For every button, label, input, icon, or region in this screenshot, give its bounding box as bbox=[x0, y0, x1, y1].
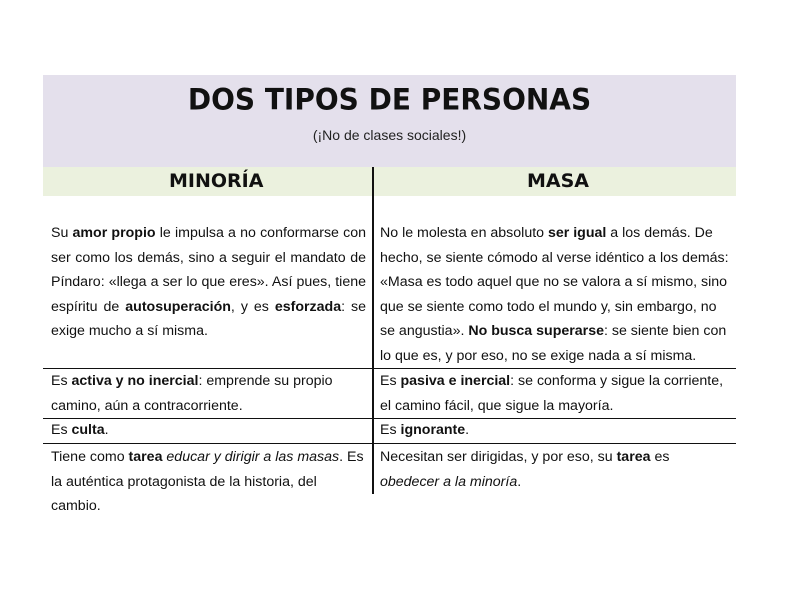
bold-text: tarea bbox=[128, 449, 163, 465]
text-run: Es bbox=[380, 422, 401, 438]
bold-text: pasiva e inercial bbox=[400, 373, 511, 389]
column-header-minoria: MINORÍA bbox=[169, 170, 264, 192]
bold-text: culta bbox=[71, 422, 105, 438]
bold-text: ignorante bbox=[400, 422, 466, 438]
text-run: : emprende su propio camino, aún a contracorriente. bbox=[51, 373, 333, 414]
text-run: No le molesta en absoluto bbox=[380, 225, 548, 241]
title-banner bbox=[43, 75, 736, 167]
text-run: : se siente bien con lo que es, y por eso, no se exige nada a sí misma. bbox=[380, 323, 727, 364]
bold-text: No busca superarse bbox=[468, 323, 604, 339]
bold-text: activa y no inercial bbox=[71, 373, 199, 389]
text-run: . bbox=[104, 422, 109, 438]
text-run: es bbox=[650, 449, 670, 465]
text-run: : se conforma y sigue la corriente, el camino fácil, que sigue la mayoría. bbox=[380, 373, 724, 414]
row-3-minoria-cell bbox=[51, 418, 366, 443]
row-3-masa-cell bbox=[380, 418, 732, 443]
text-run: a los demás. De hecho, se siente cómodo al verse idéntico a los demás: «Masa es todo aquel que no se valora a sí mismo, sino que se siente como todo el mundo y, sin embargo, no se angustia». bbox=[380, 225, 729, 339]
text-run: . Es la auténtica protagonista de la historia, del cambio. bbox=[51, 449, 364, 514]
column-header-masa: MASA bbox=[527, 170, 590, 192]
column-header-row bbox=[43, 167, 736, 196]
text-run: Es bbox=[51, 373, 72, 389]
bold-text: amor propio bbox=[72, 225, 156, 241]
row-4-masa-cell bbox=[380, 445, 732, 494]
text-run: . bbox=[517, 473, 522, 490]
text-run: Su bbox=[51, 225, 73, 241]
text-run: Necesitan ser dirigidas, y por eso, su bbox=[380, 449, 617, 465]
bold-text: esforzada bbox=[274, 298, 342, 315]
bold-text: ser igual bbox=[548, 225, 607, 241]
row-4-minoria-cell bbox=[51, 445, 366, 519]
bold-text: tarea bbox=[616, 449, 651, 465]
column-divider bbox=[372, 167, 374, 494]
italic-text: obedecer a la minoría bbox=[380, 473, 518, 490]
row-divider bbox=[43, 443, 736, 444]
row-1-minoria-cell bbox=[51, 221, 366, 344]
row-2-masa-cell bbox=[380, 369, 732, 418]
text-run: , y es bbox=[230, 298, 275, 315]
bold-text: autosuperación bbox=[125, 298, 231, 315]
text-run: Es bbox=[51, 422, 72, 438]
page-subtitle: (¡No de clases sociales!) bbox=[312, 127, 467, 143]
row-2-minoria-cell bbox=[51, 369, 366, 418]
text-run: le impulsa a no conformarse con ser como los demás, sino a seguir el mandato de Píndaro: «llega a ser lo que eres». Así pues, tiene espíritu de bbox=[51, 225, 367, 315]
page-title: DOS TIPOS DE PERSONAS bbox=[187, 82, 592, 117]
text-run: Es bbox=[380, 373, 401, 389]
text-run: . bbox=[465, 422, 470, 438]
text-run: : se exige mucho a sí misma. bbox=[51, 298, 366, 339]
text-run: Tiene como bbox=[51, 449, 129, 465]
italic-text: educar y dirigir a las masas bbox=[166, 449, 340, 465]
row-1-masa-cell bbox=[380, 221, 732, 368]
